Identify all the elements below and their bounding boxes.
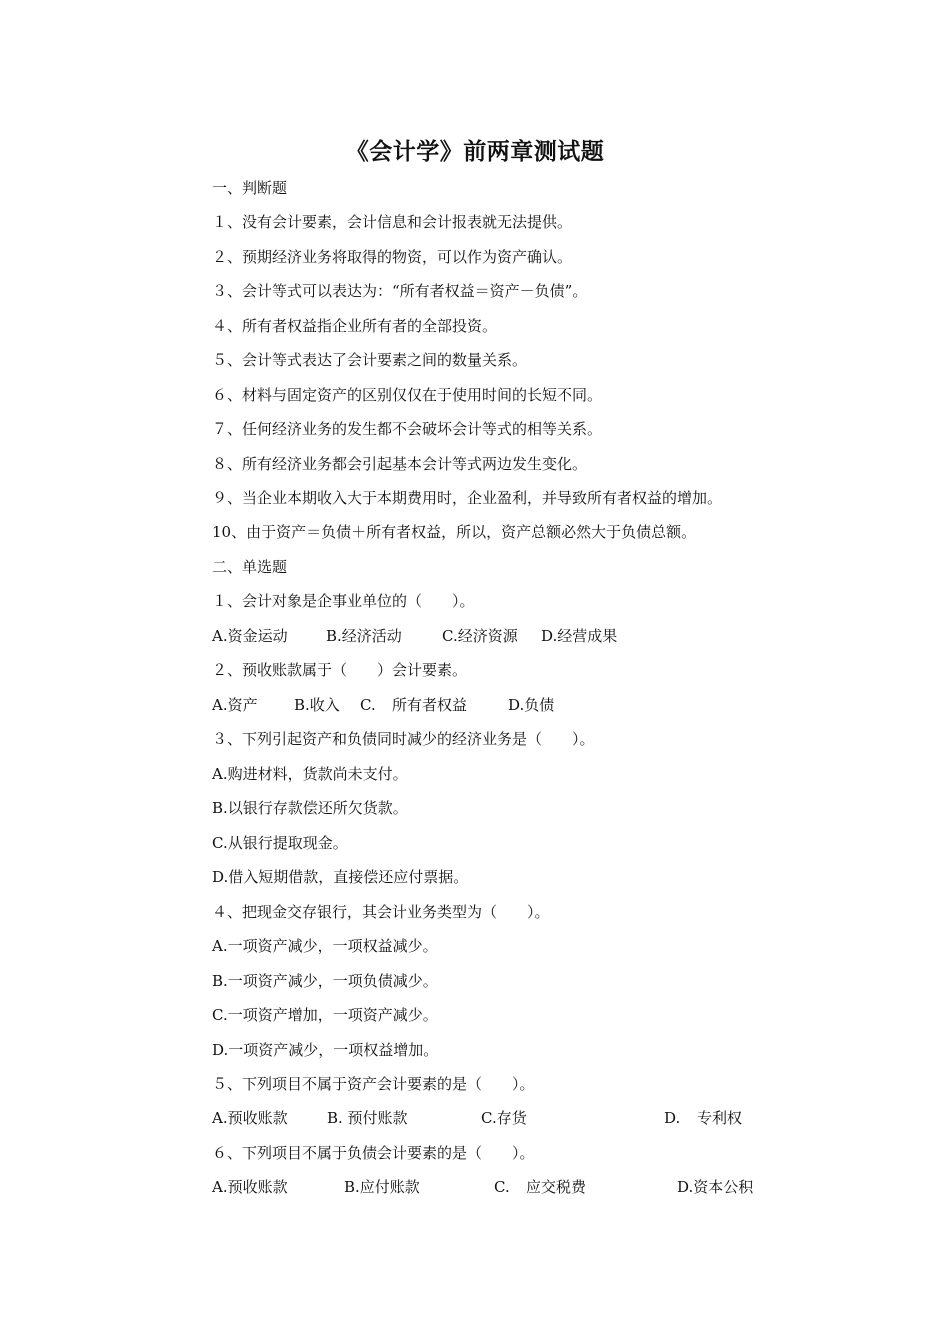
judgment-item-3: ３、会计等式可以表达为：“所有者权益＝资产－负债”。	[212, 282, 588, 300]
question-5-option-a: A.预收账款	[212, 1109, 288, 1127]
question-5-option-c: C.存货	[481, 1109, 527, 1127]
question-6-stem: ６、下列项目不属于负债会计要素的是（ ）。	[212, 1144, 535, 1162]
judgment-item-4: ４、所有者权益指企业所有者的全部投资。	[212, 317, 498, 335]
question-5-option-d-letter: D.	[664, 1109, 681, 1127]
question-1-option-c: C.经济资源	[442, 627, 518, 645]
question-4-option-d: D.一项资产减少，一项权益增加。	[212, 1041, 439, 1059]
question-1-option-b: B.经济活动	[326, 627, 402, 645]
question-1-option-a: A.资金运动	[212, 627, 288, 645]
question-5-stem: ５、下列项目不属于资产会计要素的是（ ）。	[212, 1075, 535, 1093]
question-6-option-c-letter: C.	[494, 1178, 510, 1196]
question-4-stem: ４、把现金交存银行，其会计业务类型为（ ）。	[212, 903, 550, 921]
question-2-option-b: B.收入	[294, 696, 340, 714]
judgment-item-8: ８、所有经济业务都会引起基本会计等式两边发生变化。	[212, 455, 588, 473]
question-5-option-b: B. 预付账款	[327, 1109, 408, 1127]
judgment-item-2: ２、预期经济业务将取得的物资，可以作为资产确认。	[212, 248, 573, 266]
question-6-option-b: B.应付账款	[344, 1178, 420, 1196]
question-4-option-a: A.一项资产减少，一项权益减少。	[212, 937, 438, 955]
question-1-option-d: D.经营成果	[541, 627, 618, 645]
judgment-item-6: ６、材料与固定资产的区别仅仅在于使用时间的长短不同。	[212, 386, 603, 404]
judgment-item-7: ７、任何经济业务的发生都不会破坏会计等式的相等关系。	[212, 420, 603, 438]
question-3-option-a: A.购进材料，货款尚未支付。	[212, 765, 408, 783]
judgment-item-10: 10、由于资产＝负债＋所有者权益，所以，资产总额必然大于负债总额。	[212, 523, 697, 541]
question-4-option-b: B.一项资产减少，一项负债减少。	[212, 972, 438, 990]
question-1-stem: １、会计对象是企事业单位的（ ）。	[212, 592, 475, 610]
judgment-item-5: ５、会计等式表达了会计要素之间的数量关系。	[212, 351, 528, 369]
judgment-item-1: １、没有会计要素，会计信息和会计报表就无法提供。	[212, 213, 573, 231]
question-5-option-d-text: 专利权	[697, 1109, 743, 1127]
question-6-option-c-text: 应交税费	[526, 1178, 587, 1196]
question-2-option-c-letter: C.	[360, 696, 376, 714]
question-3-option-d: D.借入短期借款，直接偿还应付票据。	[212, 868, 469, 886]
question-2-stem: ２、预收账款属于（ ）会计要素。	[212, 661, 468, 679]
document-title: 《会计学》前两章测试题	[345, 138, 605, 165]
question-6-option-d: D.资本公积	[677, 1178, 754, 1196]
question-2-option-a: A.资产	[212, 696, 258, 714]
section-heading-single-choice: 二、单选题	[212, 558, 288, 576]
question-3-option-b: B.以银行存款偿还所欠货款。	[212, 799, 408, 817]
section-heading-judgment: 一、判断题	[212, 179, 288, 197]
question-3-stem: ３、下列引起资产和负债同时减少的经济业务是（ ）。	[212, 730, 595, 748]
question-6-option-a: A.预收账款	[212, 1178, 288, 1196]
question-2-option-d: D.负债	[508, 696, 555, 714]
question-3-option-c: C.从银行提取现金。	[212, 834, 348, 852]
question-2-option-c-text: 所有者权益	[392, 696, 468, 714]
judgment-item-9: ９、当企业本期收入大于本期费用时，企业盈利，并导致所有者权益的增加。	[212, 489, 723, 507]
question-4-option-c: C.一项资产增加，一项资产减少。	[212, 1006, 438, 1024]
